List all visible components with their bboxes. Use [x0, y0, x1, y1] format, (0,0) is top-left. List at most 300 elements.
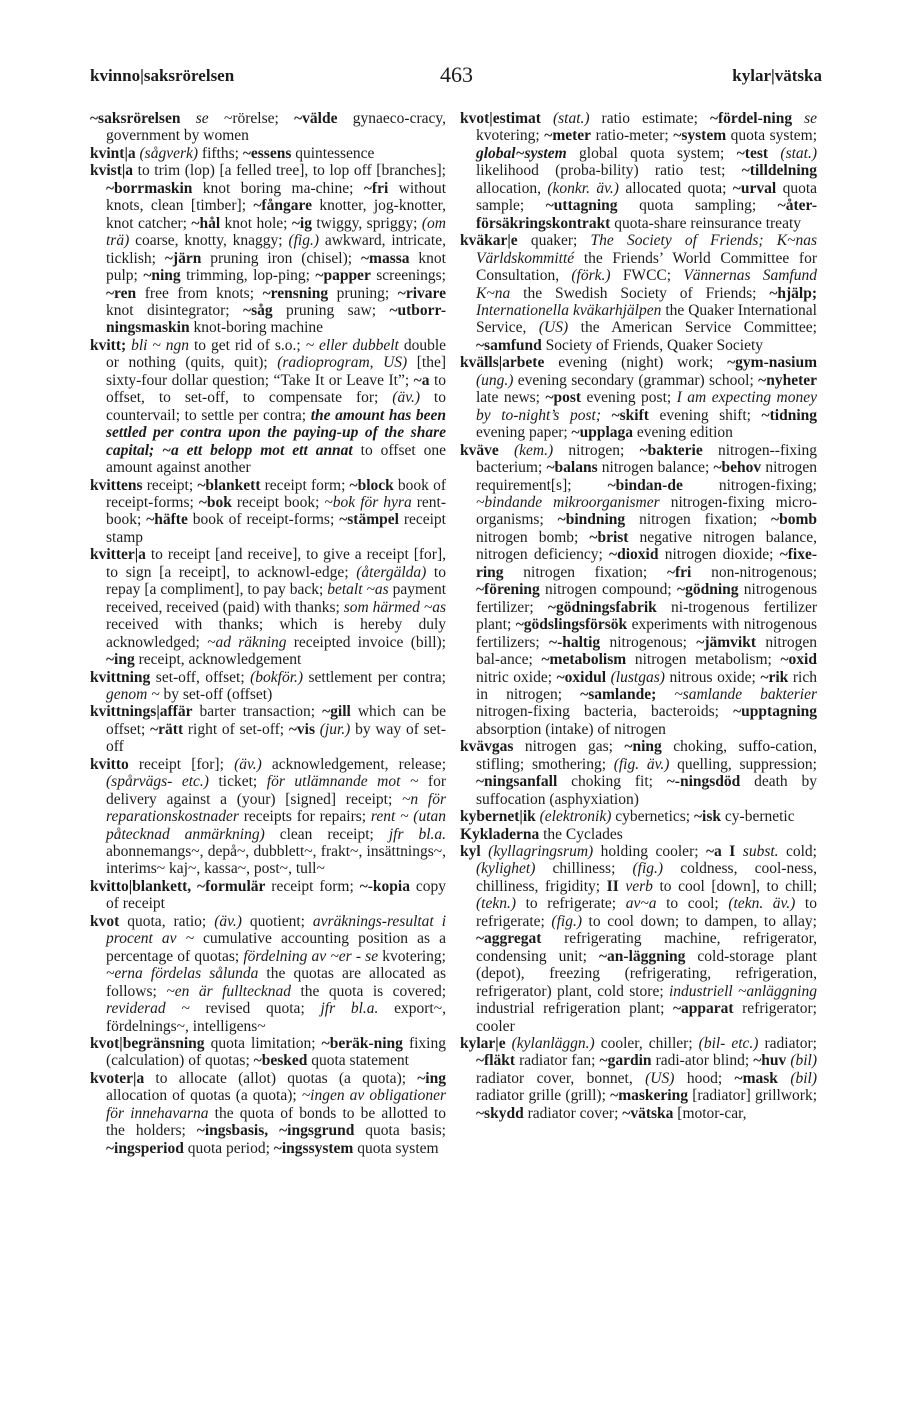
entry-text: pruning iron (chisel);	[201, 249, 361, 267]
entry-label: se	[195, 110, 209, 127]
dictionary-entry	[460, 1035, 817, 1122]
entry-text: hood;	[674, 1069, 735, 1087]
entry-text: nitrogen bal-ance;	[476, 633, 817, 669]
entry-label: ~bindande mikroorganismer	[476, 493, 660, 511]
entry-text: nitrogen gas;	[513, 738, 625, 756]
entry-label: (bil)	[790, 1069, 817, 1087]
entry-label: (kylighet)	[476, 860, 536, 878]
entry-headword: kvot|estimat	[460, 110, 541, 127]
entry-text: knot-boring machine	[189, 319, 324, 337]
entry-label: (konkr. äv.)	[547, 179, 619, 197]
entry-headword: ~system	[673, 127, 727, 145]
entry-text: radiator grille (grill);	[476, 1087, 611, 1105]
entry-headword: ~nyheter	[758, 371, 817, 389]
entry-text: ratio-meter;	[591, 127, 674, 145]
entry-headword: ~saksrörelsen	[90, 110, 181, 127]
dictionary-entry	[90, 913, 446, 1035]
entry-text: by way of set-off	[106, 720, 446, 756]
entry-text: experiments with nitrogenous fertilizers;	[476, 616, 817, 651]
dictionary-entry	[460, 843, 817, 1035]
entry-text: trimming, lop-ping;	[180, 267, 316, 285]
entry-text: nitrogen-fixing;	[682, 476, 817, 494]
entry-label: verb	[625, 877, 653, 895]
entry-headword: ~gill	[322, 703, 351, 721]
entry-headword: ~ningsanfall	[476, 773, 558, 791]
dictionary-entry	[90, 669, 446, 704]
entry-headword: ~borrmaskin	[106, 179, 193, 197]
dictionary-entry	[90, 878, 446, 913]
entry-headword: ~ig	[291, 214, 312, 232]
entry-text	[792, 110, 804, 127]
entry-headword: ~a I	[706, 843, 736, 861]
entry-headword: ~papper	[315, 267, 371, 285]
entry-text: allocation of quotas (a quota);	[106, 1087, 302, 1105]
entry-label: ~bok för hyra	[324, 493, 412, 511]
entry-text	[601, 407, 612, 424]
entry-text: knot disintegrator;	[106, 301, 244, 319]
entry-label: (fig.)	[288, 232, 319, 250]
entry-headword: ~rivare	[397, 284, 447, 302]
entry-text: radiator fan;	[515, 1052, 600, 1070]
entry-text: clean receipt;	[264, 825, 389, 843]
entry-headword: ~bomb	[771, 511, 817, 529]
entry-text: export~, fördelnings~, intelligens~	[106, 1000, 447, 1035]
entry-text: receipt form;	[265, 877, 360, 895]
entry-headword: ~rik	[760, 668, 789, 686]
entry-text: evening secondary (grammar) school;	[513, 371, 759, 389]
entry-label: (kem.)	[513, 441, 554, 459]
entry-headword: ~test	[736, 144, 769, 162]
entry-text: to cool down; to dampen, to allay;	[581, 912, 817, 930]
entry-text: to refrigerate;	[476, 895, 817, 930]
entry-label: (ung.)	[476, 371, 514, 389]
entry-headword: ~an-läggning	[598, 947, 686, 965]
entry-headword: kvitto	[90, 755, 129, 773]
entry-headword: II	[606, 877, 619, 895]
entry-headword: ~stämpel	[339, 511, 399, 529]
entry-label: (radioprogram, US)	[277, 354, 408, 372]
entry-text: [the] sixty-four dollar question; “Take It or Leave It”;	[106, 354, 446, 389]
entry-text: choking fit;	[557, 773, 667, 791]
entry-label: (återgälda)	[356, 563, 427, 581]
entry-headword: ~ning	[624, 738, 662, 756]
entry-text: cooler, chiller;	[594, 1035, 699, 1053]
entry-text: ratio estimate;	[589, 110, 710, 127]
entry-text: nitrogen dioxide;	[658, 546, 780, 564]
entry-headword: ~aggregat	[476, 930, 542, 948]
entry-headword: ~bakterie	[639, 441, 703, 459]
entry-text: quintessence	[291, 144, 375, 162]
entry-text: evening shift;	[648, 406, 762, 424]
entry-headword: ~blankett	[197, 476, 261, 494]
entry-headword: kvoter|a	[90, 1069, 145, 1087]
entry-text: nitrogen;	[553, 441, 640, 459]
entry-headword: kvitter|a	[90, 546, 146, 564]
entry-headword: ~brist	[589, 528, 629, 546]
entry-text: by set-off (offset)	[159, 685, 273, 703]
entry-headword: ~behov	[713, 459, 762, 477]
entry-text: the Swedish Society of Friends;	[510, 284, 770, 302]
entry-headword: kylar|e	[460, 1035, 506, 1053]
dictionary-entry	[90, 1035, 446, 1070]
entry-headword: ~tilldelning	[741, 162, 817, 180]
dictionary-entry	[460, 442, 817, 739]
entry-text: ticket;	[208, 773, 267, 791]
entry-label: (spårvägs- etc.)	[106, 773, 209, 791]
entry-label: (kylanläggn.)	[511, 1035, 595, 1053]
entry-text	[656, 686, 674, 703]
entry-headword: ~välde	[294, 110, 338, 127]
entry-headword: kyl	[460, 843, 481, 861]
entry-headword: kvävgas	[460, 738, 514, 756]
entry-text: quota system;	[726, 127, 818, 145]
entry-label: genom ~	[106, 685, 160, 703]
entry-text: receipt [for];	[128, 755, 235, 773]
entry-headword: kvittens	[90, 476, 143, 494]
entry-headword: ~tidning	[761, 406, 817, 424]
entry-label: ~ eller dubbelt	[305, 336, 399, 354]
entry-headword: ~järn	[164, 249, 202, 267]
entry-text	[735, 843, 742, 860]
dictionary-entry	[90, 756, 446, 878]
entry-text: [radiator] grillwork;	[687, 1087, 817, 1105]
entry-headword: ~a	[413, 371, 430, 389]
dictionary-entry	[460, 808, 817, 825]
entry-text: quota period;	[183, 1139, 274, 1157]
entry-headword: ~fläkt	[476, 1052, 516, 1070]
entry-label: subst.	[742, 843, 779, 861]
entry-text: cy-bernetic	[721, 808, 795, 826]
entry-text: nitrogen fixation;	[625, 511, 772, 529]
entry-label: ~n för reparationskostnader	[106, 790, 446, 826]
entry-headword: Kykladerna	[460, 825, 540, 843]
entry-text: industrial refrigeration plant;	[476, 1000, 673, 1018]
entry-text: the quotas are allocated as follows;	[106, 965, 446, 1000]
entry-headword: ~vätska	[622, 1104, 674, 1122]
entry-text: nitrogen--fixing bacterium;	[476, 441, 817, 477]
entry-headword: ~utborr-ningsmaskin	[106, 301, 447, 337]
entry-headword: ~ning	[143, 267, 181, 285]
entry-headword: ~bindning	[557, 511, 626, 529]
entry-text	[180, 110, 195, 127]
entry-text: quota sampling;	[617, 197, 778, 215]
entry-text: acknowledgement, release;	[261, 755, 446, 773]
entry-text: to allocate (allot) quotas (a quota);	[144, 1069, 418, 1087]
entry-text: ni-trogenous fertilizer plant;	[476, 598, 817, 634]
entry-text: nitrogen metabolism;	[626, 651, 781, 669]
dictionary-entry	[460, 738, 817, 808]
entry-label: se	[804, 110, 818, 127]
entry-headword: ~ingsperiod	[106, 1139, 184, 1157]
dictionary-entry	[90, 337, 446, 477]
entry-text: fifths;	[198, 144, 243, 162]
entry-headword: ~vis	[288, 720, 315, 738]
entry-headword: ~bok	[198, 493, 232, 511]
entry-text: radiator cover, bonnet,	[476, 1069, 646, 1087]
entry-text: cumulative accounting position as a percentage of quotas;	[106, 930, 447, 965]
entry-text: quaker;	[517, 232, 591, 250]
entry-headword: ~rätt	[150, 720, 184, 738]
entry-text: to cool;	[656, 895, 729, 913]
entry-label: (US)	[645, 1069, 675, 1087]
entry-text: ~rörelse;	[208, 110, 295, 127]
running-head-left: kvinno|saksrörelsen	[90, 66, 235, 85]
entry-text: receipt form;	[260, 476, 350, 494]
entry-text: revised quota;	[189, 1000, 321, 1018]
entry-label: (US)	[538, 319, 569, 337]
dictionary-entry	[90, 145, 446, 162]
entry-text: which can be offset;	[106, 703, 446, 738]
entry-text: receipt book;	[231, 493, 325, 511]
entry-text	[541, 110, 553, 127]
entry-text: free from knots;	[136, 284, 263, 302]
entry-text: receipted invoice (bill);	[286, 633, 446, 651]
entry-headword: ~-kopia	[359, 877, 410, 895]
entry-label: (lustgas)	[610, 668, 665, 686]
entry-label: (fig. äv.)	[613, 755, 670, 773]
entry-label: (om trä)	[106, 214, 446, 250]
entry-headword: ~ing	[106, 651, 135, 669]
entry-text: without knots, clean [timber];	[106, 179, 446, 215]
entry-text: to cool [down], to chill;	[652, 877, 818, 895]
entry-headword: ~samfund	[476, 336, 542, 354]
entry-text: for delivery against a (your) [signed] receipt;	[106, 773, 446, 808]
entry-headword: kvitt;	[90, 336, 127, 354]
entry-label: (förk.)	[571, 267, 611, 285]
entry-text: to receipt [and receive], to give a receipt [for], to sign [a receipt], to acknowl-edge;	[106, 546, 446, 581]
entry-text: late news;	[476, 389, 546, 407]
entry-text: holding cooler;	[593, 843, 706, 861]
entry-text: death by suffocation (asphyxiation)	[476, 773, 817, 808]
entry-headword: ~häfte	[146, 511, 188, 529]
entry-text: nitrogen fixation;	[503, 563, 667, 581]
entry-text: the Cyclades	[539, 825, 623, 843]
entry-headword: ~fixe-ring	[476, 546, 818, 581]
entry-headword: ~såg	[243, 301, 273, 319]
entry-text: receipts for repairs;	[238, 808, 371, 826]
entry-label: (stat.)	[780, 144, 818, 162]
entry-text: to offset, to set-off, to compensate for;	[106, 371, 447, 407]
entry-text: double or nothing (quits, quit);	[106, 336, 447, 372]
entry-headword: kvittnings|affär	[90, 703, 193, 721]
entry-text: received with thanks; which is hereby duly acknowledged;	[106, 616, 446, 651]
entry-headword: ~block	[349, 476, 394, 494]
entry-label: (tekn. äv.)	[728, 895, 796, 913]
entry-headword: ~metabolism	[541, 651, 627, 669]
entry-headword: ~fångare	[253, 197, 312, 215]
entry-headword: ~rensning	[262, 284, 329, 302]
entry-text	[499, 442, 514, 459]
entry-headword: ~gödning	[677, 581, 739, 599]
entry-text: abonnemangs~, depå~, dubblett~, frakt~, insättnings~, interims~ kaj~, kassa~, post~, tull~	[106, 843, 446, 878]
entry-text: rich in nitrogen;	[476, 668, 817, 703]
entry-text: book of receipt-forms;	[187, 511, 340, 529]
entry-text: nitrogen-fixing micro-organisms;	[476, 493, 817, 529]
entry-label: (bil)	[790, 1052, 818, 1070]
entry-headword: ~bindan-de	[607, 476, 683, 494]
entry-text: receipt;	[142, 476, 198, 494]
entry-text: radiator;	[758, 1035, 817, 1053]
entry-label: bli ~ ngn	[131, 336, 190, 354]
entry-headword: ~gardin	[599, 1052, 652, 1070]
entry-text: quota sample;	[476, 179, 818, 215]
entry-label: ~samlande bakterier	[674, 685, 817, 703]
entry-text: twiggy, spriggy;	[311, 214, 422, 232]
entry-label: (tekn.)	[476, 895, 517, 913]
entry-headword: kybernet|ik	[460, 808, 536, 826]
dictionary-entry	[90, 162, 446, 337]
entry-headword: ~-haltig	[549, 633, 601, 651]
entry-text: radiator cover;	[523, 1104, 623, 1122]
entry-text: cold;	[778, 843, 817, 861]
entry-text: quelling, suppression;	[669, 755, 817, 773]
entry-headword: ~gödningsfabrik	[547, 598, 657, 616]
entry-text: cold-storage plant (depot), freezing (refrigerating, refrigeration, refrigerator) plant, cold store;	[476, 947, 817, 1000]
entry-text: refrigerator; cooler	[476, 1000, 817, 1035]
entry-text: the quota is covered;	[290, 982, 447, 1000]
entry-text: absorption (intake) of nitrogen	[476, 720, 666, 738]
page-number: 463	[440, 62, 473, 87]
entry-text: knot boring ma-chine;	[192, 179, 364, 197]
entry-text: knotter, jog-knotter, knot catcher;	[106, 197, 446, 232]
entry-headword: ~ingssystem	[273, 1139, 354, 1157]
entry-text: nitrogenous fertilizer;	[476, 581, 817, 616]
entry-text: right of set-off;	[183, 720, 289, 738]
entry-text: barter transaction;	[192, 703, 323, 721]
entry-headword: kvot|begränsning	[90, 1035, 205, 1053]
entry-text: cybernetics;	[611, 808, 694, 826]
entry-label: (sågverk)	[139, 144, 199, 162]
entry-headword: kvitto|blankett, ~formulär	[90, 877, 266, 895]
entry-label: ~ad räkning	[207, 633, 287, 651]
dictionary-entry	[90, 1070, 446, 1157]
entry-headword: ~gym-nasium	[727, 354, 817, 372]
entry-label: global~system	[476, 144, 567, 162]
entry-text: settlement per contra;	[303, 668, 446, 686]
dictionary-entry	[90, 477, 446, 547]
running-head-right: kylar|vätska	[732, 66, 822, 85]
entry-label: (elektronik)	[539, 808, 612, 826]
entry-headword: ~ing	[417, 1069, 446, 1087]
entry-headword: ~dioxid	[609, 546, 659, 564]
entry-headword: ~uttagning	[545, 197, 618, 215]
entry-label: ~en är fulltecknad	[166, 982, 291, 1000]
entry-text: nitrogen bomb;	[476, 528, 590, 546]
entry-headword: kvot	[90, 912, 120, 930]
entry-headword: ~skift	[611, 406, 649, 424]
entry-text: pruning;	[328, 284, 398, 302]
entry-text: receipt, acknowledgement	[134, 651, 302, 669]
entry-text: non-nitrogenous;	[691, 563, 817, 581]
entry-text: quota-share reinsurance treaty	[610, 214, 801, 232]
entry-text: the Quaker International Service,	[476, 301, 817, 337]
entry-headword: kvint|a	[90, 144, 136, 162]
entry-text: kvotering;	[476, 127, 545, 145]
entry-headword: ~isk	[694, 808, 722, 826]
entry-text: nitric oxide;	[476, 668, 557, 686]
entry-headword: ~gödslingsförsök	[515, 616, 628, 634]
entry-headword: kvittning	[90, 668, 151, 686]
entry-text: nitrogen-fixing bacteria, bacteroids;	[476, 703, 734, 721]
entry-headword: ~besked	[253, 1052, 308, 1070]
entry-text: book of receipt-forms;	[106, 476, 446, 511]
entry-text: kvotering;	[378, 947, 446, 965]
entry-label: (fig.)	[551, 912, 582, 930]
entry-headword: ~upplaga	[571, 424, 634, 442]
entry-label: för utlämnande mot ~	[266, 773, 419, 791]
entry-text: receipt stamp	[106, 511, 446, 546]
entry-headword: ~massa	[360, 249, 410, 267]
entry-label: I am expecting money by to-night’s post;	[476, 389, 817, 424]
entry-text: evening (night) work;	[544, 354, 728, 372]
entry-headword: ~huv	[753, 1052, 787, 1070]
entry-label: The Society of Friends; K~nas Världskommitté	[476, 232, 817, 267]
entry-text: to repay [a compliment], to pay back;	[106, 563, 446, 599]
entry-text: negative nitrogen balance, nitrogen deficiency;	[476, 528, 817, 564]
entry-headword: ~åter-försäkringskontrakt	[476, 197, 817, 232]
entry-label: ~erna fördelas sålunda	[106, 965, 259, 983]
entry-label: (stat.)	[552, 110, 590, 127]
right-column	[460, 110, 817, 1122]
entry-label: som härmed ~as	[343, 598, 446, 616]
entry-text: to countervail; to settle per contra;	[106, 389, 446, 424]
entry-headword: ~apparat	[672, 1000, 734, 1018]
entry-text: quota system	[353, 1139, 439, 1157]
entry-text: evening edition	[633, 424, 733, 442]
dictionary-entry	[90, 110, 446, 145]
entry-label: rent ~ (utan påtecknad anmärkning)	[106, 808, 447, 843]
entry-text: the quota of bonds to be allotted to the holders;	[106, 1104, 447, 1140]
entry-label: reviderad ~	[106, 1000, 190, 1018]
dictionary-entry	[90, 546, 446, 668]
entry-text: copy of receipt	[106, 877, 446, 913]
entry-label: jfr bl.a.	[320, 1000, 379, 1018]
entry-text: fixing (calculation) of quotas;	[106, 1035, 446, 1070]
entry-headword: ~-ningsdöd	[666, 773, 741, 791]
entry-headword: kväkar|e	[460, 232, 518, 250]
entry-label: (kyllagringsrum)	[488, 843, 594, 861]
entry-headword: ~fördel-ning	[709, 110, 793, 127]
entry-text: radi-ator blind;	[651, 1052, 754, 1070]
entry-label: fördelning av ~er - se	[243, 947, 379, 965]
entry-text	[778, 1070, 790, 1087]
entry-text: to offset one amount against another	[106, 441, 447, 477]
dictionary-entry	[460, 232, 817, 354]
entry-text: knot pulp;	[106, 249, 446, 285]
entry-headword: ~ingsbasis, ~ingsgrund	[196, 1122, 355, 1140]
entry-text: quota statement	[307, 1052, 409, 1070]
entry-text: gynaeco-cracy, government by women	[106, 110, 446, 145]
entry-text: the American Service Committee;	[568, 319, 817, 337]
entry-text: to trim (lop) [a felled tree], to lop off [branches];	[133, 162, 446, 180]
entry-text: allocation,	[476, 179, 548, 197]
entry-label: (jur.)	[319, 720, 351, 738]
entry-text: global quota system;	[566, 144, 737, 162]
entry-headword: ~maskering	[610, 1087, 688, 1105]
entry-text: coldness, cool-ness, chilliness, frigidity;	[476, 860, 818, 895]
entry-headword: ~urval	[732, 179, 777, 197]
entry-text: set-off, offset;	[150, 668, 251, 686]
entry-label: (äv.)	[234, 755, 262, 773]
entry-headword: ~oxidul	[556, 668, 607, 686]
entry-headword: ~hjälp;	[769, 284, 817, 302]
entry-label: (fig.)	[632, 860, 664, 878]
entry-text: to refrigerate;	[516, 895, 626, 913]
entry-text: quotient;	[241, 912, 313, 930]
entry-label: ~ingen av obligationer för innehavarna	[106, 1087, 446, 1122]
entry-text: payment received, received (paid) with thanks;	[106, 581, 446, 616]
entry-text: nitrogenous;	[600, 633, 697, 651]
